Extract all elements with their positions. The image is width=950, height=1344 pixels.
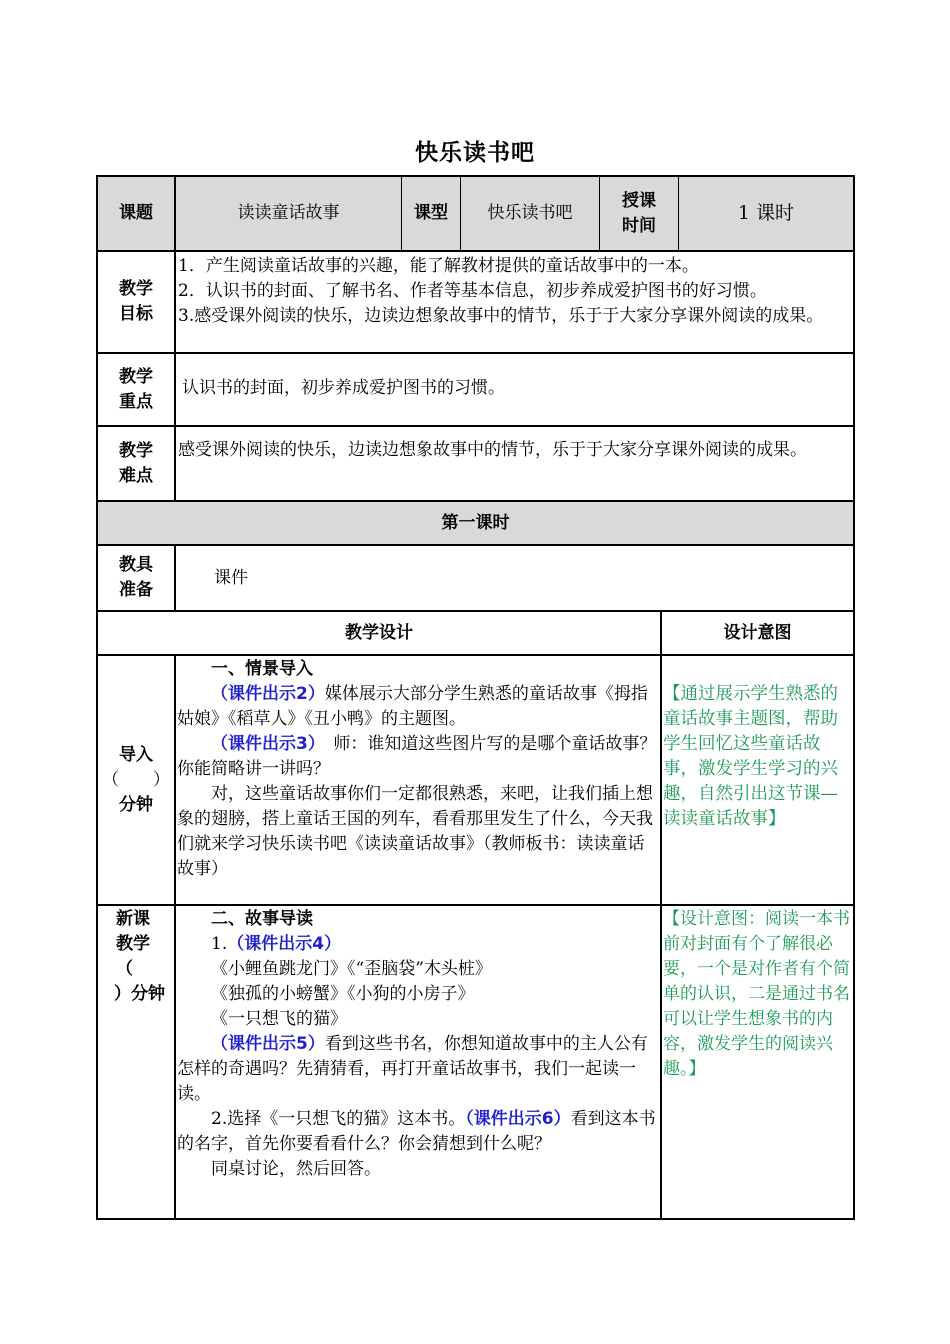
- intro-label-line: 导入: [119, 745, 153, 765]
- rule: [96, 544, 855, 546]
- intent-header: 设计意图: [723, 622, 792, 643]
- design-header: 教学设计: [345, 622, 413, 643]
- new-lesson-intent: 【设计意图：阅读一本书前对封面有个了解很必要，一个是对作者有个简单的认识，二是通过书名可以让学生想象书的内容，激发学生的阅读兴趣。】: [663, 909, 850, 1079]
- courseware-tag: （课件出示3）: [211, 734, 317, 754]
- new-lesson-label-line: ）分钟: [114, 984, 165, 1004]
- courseware-tag: （课件出示5）: [211, 1034, 325, 1054]
- tools-label: 教具准备: [119, 555, 153, 600]
- intro-paragraph: （课件出示2）媒体展示大部分学生熟悉的童话故事《拇指姑娘》《稻草人》《丑小鸭》的主题图。: [177, 684, 648, 729]
- key-points-text: 认识书的封面，初步养成爱护图书的习惯。: [182, 378, 505, 398]
- difficulties-text: 感受课外阅读的快乐，边读边想象故事中的情节，乐于于大家分享课外阅读的成果。: [178, 440, 807, 460]
- courseware-tag: （课件出示4）: [227, 934, 342, 954]
- session-title: 第一课时: [441, 512, 510, 533]
- goal-item: 1．产生阅读童话故事的兴趣，能了解教材提供的童话故事中的一本。: [178, 256, 699, 276]
- intro-content: [176, 657, 660, 902]
- new-lesson-label-line: （: [116, 959, 133, 979]
- rule: [96, 904, 855, 906]
- courseware-tag: （课件出示2）: [211, 684, 325, 704]
- new-lesson-label-line: 新课: [116, 909, 150, 929]
- topic-label: 课题: [119, 203, 153, 223]
- new-lesson-heading: 二、故事导读: [211, 909, 313, 929]
- time-label: 授课时间: [622, 190, 656, 236]
- intro-intent: 【通过展示学生熟悉的童话故事主题图，帮助学生回忆这些童话故事，激发学生学习的兴趣，自然引出这节课—读读童话故事】: [663, 684, 838, 829]
- lesson-plan-table: [96, 175, 855, 1220]
- goals-label: 教学目标: [119, 279, 153, 324]
- intro-paragraph: 对，这些童话故事你们一定都很熟悉，来吧，让我们插上想象的翅膀，搭上童话王国的列车，看看那里发生了什么，今天我们就来学习快乐读书吧《读读童话故事》（教师板书：读读童话故事）: [177, 784, 653, 879]
- new-lesson-content: [176, 907, 660, 1207]
- goal-item: 2．认识书的封面、了解书名、作者等基本信息，初步养成爱护图书的好习惯。: [178, 281, 767, 301]
- intro-heading: 一、情景导入: [211, 659, 313, 679]
- intro-label-line: （ ）: [102, 770, 170, 790]
- courseware-tag: （课件出示6）: [465, 1109, 571, 1129]
- intro-label-line: 分钟: [119, 795, 153, 815]
- topic-value: 读读童话故事: [237, 203, 340, 223]
- type-value: 快乐读书吧: [487, 203, 573, 223]
- book-list-line: 《一只想飞的猫》: [211, 1009, 347, 1029]
- key-points-label: 教学重点: [119, 366, 153, 412]
- new-lesson-label: [98, 907, 174, 1017]
- book-list-line: 《独孤的小螃蟹》《小狗的小房子》: [211, 984, 475, 1004]
- new-lesson-paragraph: 1.（课件出示4）: [211, 934, 342, 954]
- intro-paragraph: （课件出示3） 师：谁知道这些图片写的是哪个童话故事？你能简略讲一讲吗？: [177, 734, 657, 779]
- type-label: 课型: [414, 203, 448, 223]
- new-lesson-paragraph: 同桌讨论，然后回答。: [211, 1159, 381, 1179]
- goal-item: 3.感受课外阅读的快乐，边读边想象故事中的情节，乐于于大家分享课外阅读的成果。: [178, 306, 824, 326]
- rule: [96, 425, 855, 427]
- intro-label: [98, 743, 174, 823]
- rule: [96, 1218, 855, 1220]
- new-lesson-paragraph: （课件出示5）看到这些书名，你想知道故事中的主人公有怎样的奇遇吗？先猜猜看，再打开童话故事书，我们一起读一读。: [177, 1034, 648, 1104]
- goals-content: [176, 254, 853, 352]
- book-list-line: 《小鲤鱼跳龙门》《“歪脑袋”木头桩》: [211, 959, 492, 979]
- difficulties-label: 教学难点: [119, 440, 153, 486]
- rule: [96, 654, 855, 656]
- rule: [853, 175, 855, 1220]
- document-title: 快乐读书吧: [415, 140, 535, 166]
- time-value: 1 课时: [737, 202, 795, 224]
- tools-text: 课件: [214, 568, 248, 588]
- new-lesson-paragraph: 2.选择《一只想飞的猫》这本书。（课件出示6）看到这本书的名字，首先你要看看什么？你会猜想到什么呢？: [177, 1109, 656, 1154]
- new-lesson-label-line: 教学: [116, 934, 150, 954]
- rule: [96, 250, 855, 252]
